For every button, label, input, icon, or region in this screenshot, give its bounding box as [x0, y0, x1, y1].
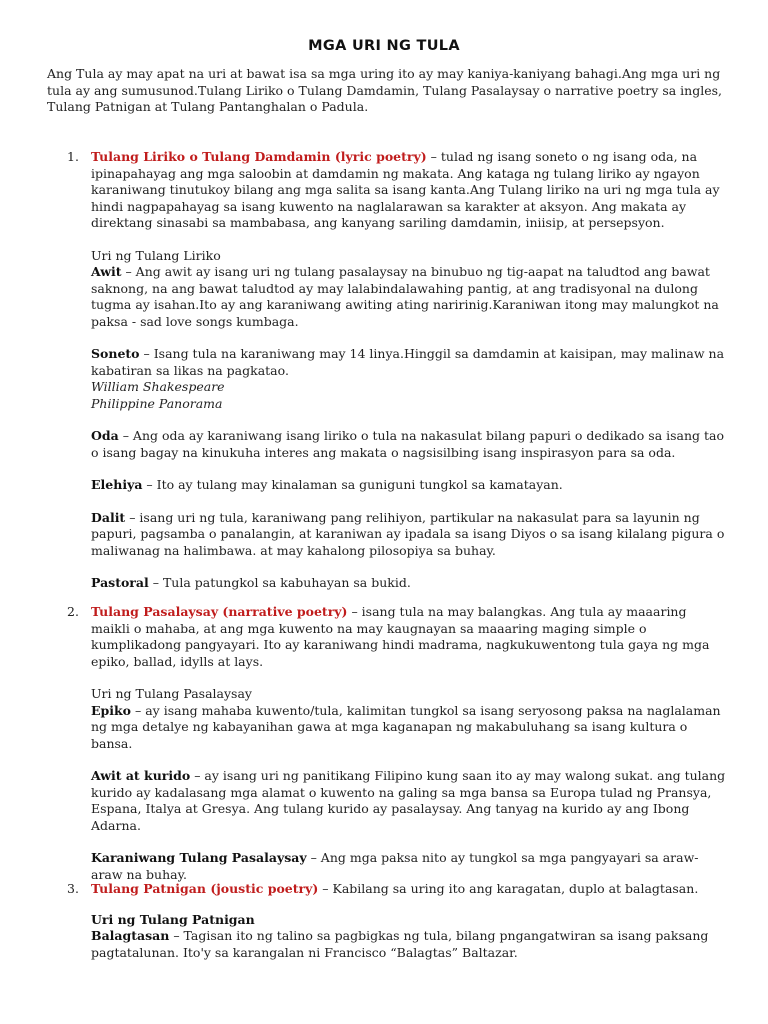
- term-label: Elehiya: [91, 477, 143, 492]
- term-label: Pastoral: [91, 575, 149, 590]
- section-1-intro: Tulang Liriko o Tulang Damdamin (lyric poetry) – tulad ng isang soneto o ng isang oda, na ipinapahayag ang mga saloobin at damdamin ng makata. Ang kataga ng tulang liriko ay ngayon karaniwang tinutukoy bilang ang mga salita sa isang kanta.Ang Tulang liriko na uri ng mga tula ay hindi nagpapahayag sa isang kuwento na naglalarawan sa karakter at aksyon. Ang makata ay direktang sinasabi sa mambabasa, ang kanyang sariling damdamin, iniisip, at persepsyon.: [91, 149, 720, 230]
- example-line: William Shakespeare: [91, 379, 225, 394]
- term-label: Dalit: [91, 509, 126, 525]
- intro-paragraph: Ang Tula ay may apat na uri at bawat isa sa mga uring ito ay may kaniya-kaniyang bahagi.Ang mga uri ng tula ay ang sumusunod.Tulang Liriko o Tulang Damdamin, Tulang Pasalaysay o narrative poetry sa ingles, Tulang Patnigan at Tulang Pantanghalan o Padula.: [47, 66, 722, 114]
- term-oda: Oda – Ang oda ay karaniwang isang liriko o tula na nakasulat bilang papuri o dedikado sa isang tao o isang bagay na kinukuha interes ang makata o nagsisilbing isang inspirasyon para sa oda.: [91, 428, 725, 460]
- section-1: [67, 149, 729, 592]
- section-2: [67, 604, 729, 883]
- section-2-intro: Tulang Pasalaysay (narrative poetry) – isang tula na may balangkas. Ang tula ay maaaring maikli o mahaba, at ang mga kuwento na may kaugnayan sa maaaring maging simple o kumplikadong pangyayari. Ito ay karaniwang hindi madrama, nagkukuwentong tula gaya ng mga epiko, ballad, idylls at lays.: [91, 604, 710, 669]
- term-label: Awit at kurido: [91, 768, 191, 783]
- section-number: 2.: [67, 604, 79, 619]
- section-heading: Tulang Pasalaysay (narrative poetry): [91, 604, 348, 619]
- page-title: MGA URI NG TULA: [308, 38, 460, 54]
- term-label: Balagtasan: [91, 928, 170, 943]
- term-dalit: Dalit – isang uri ng tula, karaniwang pang relihiyon, partikular na nakasulat para sa layunin ng papuri, pagsamba o panalangin, at karaniwan ay ipadala sa isang Diyos o sa isang kilalang pigura o maliwanag na halimbawa. at may kahalong pilosopiya sa buhay.: [91, 509, 725, 558]
- section-heading: Tulang Patnigan (joustic poetry): [91, 881, 319, 896]
- term-label: Awit: [91, 264, 122, 279]
- subheading: Uri ng Tulang Patnigan: [91, 911, 255, 927]
- section-heading: Tulang Liriko o Tulang Damdamin (lyric poetry): [91, 149, 427, 164]
- subheading: Uri ng Tulang Pasalaysay: [91, 686, 252, 701]
- term-label: Oda: [91, 428, 119, 443]
- term-elehiya: Elehiya – Ito ay tulang may kinalaman sa guniguni tungkol sa kamatayan.: [91, 477, 563, 492]
- example-line: Philippine Panorama: [91, 395, 223, 411]
- section-3: [67, 881, 729, 961]
- section-3-intro: Tulang Patnigan (joustic poetry) – Kabilang sa uring ito ang karagatan, duplo at balagtasan.: [91, 881, 699, 896]
- subheading: Uri ng Tulang Liriko: [91, 247, 221, 263]
- term-balagtasan: Balagtasan – Tagisan ito ng talino sa pagbigkas ng tula, bilang pngangatwiran sa isang paksang pagtatalunan. Ito'y sa karangalan ni Francisco “Balagtas” Baltazar.: [91, 928, 709, 960]
- term-label: Soneto: [91, 346, 140, 361]
- term-awit-kurido: Awit at kurido – ay isang uri ng panitikang Filipino kung saan ito ay may walong sukat. ang tulang kurido ay kadalasang mga alamat o kuwento na galing sa mga bansa sa Europa tulad ng Pransya, Espana, Italya at Gresya. Ang tulang kurido ay pasalaysay. Ang tanyag na kurido ay ang Ibong Adarna.: [91, 768, 726, 833]
- term-epiko: Epiko – ay isang mahaba kuwento/tula, kalimitan tungkol sa isang seryosong paksa na naglalaman ng mga detalye ng kabayanihan gawa at mga kaganapan ng makabuluhang sa isang kultura o bansa.: [91, 702, 721, 751]
- term-label: Epiko: [91, 702, 132, 718]
- term-awit: Awit – Ang awit ay isang uri ng tulang pasalaysay na binubuo ng tig-aapat na taludtod ang bawat saknong, na ang bawat taludtod ay may lalabindalawahing pantig, at ang tradisyonal na dulong tugma ay isahan.Ito ay ang karaniwang awiting ating naririnig.Karaniwan itong may malungkot na paksa - sad love songs kumbaga.: [91, 264, 719, 329]
- term-soneto: Soneto – Isang tula na karaniwang may 14 linya.Hinggil sa damdamin at kaisipan, may malinaw na kabatiran sa likas na pagkatao.: [91, 346, 725, 378]
- term-karaniwang: Karaniwang Tulang Pasalaysay – Ang mga paksa nito ay tungkol sa mga pangyayari sa araw-araw na buhay.: [91, 850, 699, 882]
- section-number: 1.: [67, 149, 79, 164]
- term-pastoral: Pastoral – Tula patungkol sa kabuhayan sa bukid.: [91, 575, 411, 590]
- term-label: Karaniwang Tulang Pasalaysay: [91, 850, 307, 865]
- section-number: 3.: [67, 881, 79, 896]
